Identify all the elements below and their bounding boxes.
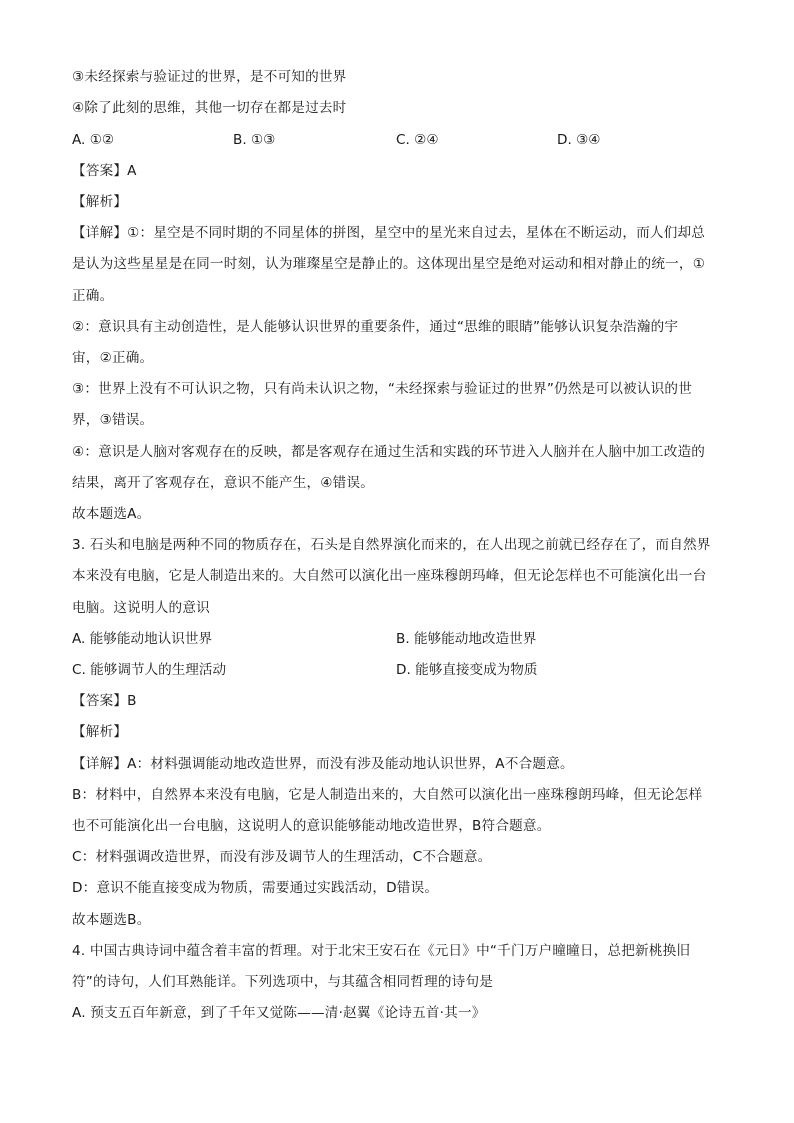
q2-detail-line: ②：意识具有主动创造性，是人能够认识世界的重要条件，通过“思维的眼睛”能够认识复杂浩瀚的宇 bbox=[72, 319, 679, 335]
q4-option-a: A. 预支五百年新意，到了千年又觉陈——清·赵翼《论诗五首·其一》 bbox=[72, 1005, 486, 1021]
q3-option-a: A. 能够能动地认识世界 bbox=[72, 631, 213, 647]
q2-option-c: C. ②④ bbox=[396, 132, 439, 148]
q2-answer: 【答案】A bbox=[72, 163, 137, 179]
q3-detail-line: 【详解】A：材料强调能动地改造世界，而没有涉及能动地认识世界，A不合题意。 bbox=[72, 756, 574, 772]
q4-stem-line: 4. 中国古典诗词中蕴含着丰富的哲理。对于北宋王安石在《元日》中“千门万户曈曈日，总把新桃换旧 bbox=[72, 943, 691, 959]
q2-detail-line: 界，③错误。 bbox=[72, 412, 154, 428]
q2-detail-line: 是认为这些星星是在同一时刻，认为璀璨星空是静止的。这体现出星空是绝对运动和相对静止的统一，① bbox=[72, 256, 706, 272]
q3-option-d: D. 能够直接变成为物质 bbox=[396, 662, 538, 678]
q2-conclusion: 故本题选A。 bbox=[72, 506, 151, 522]
q4-stem-line: 符”的诗句，人们耳熟能详。下列选项中，与其蕴含相同哲理的诗句是 bbox=[72, 974, 494, 990]
q3-stem-line: 3. 石头和电脑是两种不同的物质存在，石头是自然界演化而来的，在人出现之前就已经存在了，而自然界 bbox=[72, 537, 711, 553]
q2-detail-line: ④：意识是人脑对客观存在的反映，都是客观存在通过生活和实践的环节进入人脑并在人脑中加工改造的 bbox=[72, 444, 706, 460]
q2-option-b: B. ①③ bbox=[233, 132, 276, 148]
q2-option-d: D. ③④ bbox=[557, 132, 601, 148]
q2-detail-line: 正确。 bbox=[72, 288, 114, 304]
q3-answer: 【答案】B bbox=[72, 693, 137, 709]
q3-detail-line: 也不可能演化出一台电脑，这说明人的意识能够能动地改造世界，B符合题意。 bbox=[72, 818, 551, 834]
q2-analysis-label: 【解析】 bbox=[72, 194, 128, 210]
q3-detail-line: B：材料中，自然界本来没有电脑，它是人制造出来的，大自然可以演化出一座珠穆朗玛峰，但无论怎样 bbox=[72, 787, 703, 803]
q3-option-c: C. 能够调节人的生理活动 bbox=[72, 662, 227, 678]
q3-conclusion: 故本题选B。 bbox=[72, 912, 151, 928]
q3-stem-line: 本来没有电脑，它是人制造出来的。大自然可以演化出一座珠穆朗玛峰，但无论怎样也不可能演化出一台 bbox=[72, 568, 707, 584]
q3-detail-line: C：材料强调改造世界，而没有涉及调节人的生理活动，C不合题意。 bbox=[72, 849, 492, 865]
q2-statement-3: ③未经探索与验证过的世界，是不可知的世界 bbox=[72, 69, 347, 85]
q2-detail-line: ③：世界上没有不可认识之物，只有尚未认识之物，“未经探索与验证过的世界”仍然是可以被认识的世 bbox=[72, 381, 692, 397]
q2-detail-line: 宙，②正确。 bbox=[72, 350, 154, 366]
q2-statement-4: ④除了此刻的思维，其他一切存在都是过去时 bbox=[72, 100, 347, 116]
q2-detail-line: 结果，离开了客观存在，意识不能产生，④错误。 bbox=[72, 475, 375, 491]
q3-stem-line: 电脑。这说明人的意识 bbox=[72, 600, 210, 616]
q2-option-a: A. ①② bbox=[72, 132, 115, 148]
q3-analysis-label: 【解析】 bbox=[72, 724, 128, 740]
q3-option-b: B. 能够能动地改造世界 bbox=[396, 631, 537, 647]
q3-detail-line: D：意识不能直接变成为物质，需要通过实践活动，D错误。 bbox=[72, 880, 439, 896]
q2-detail-line: 【详解】①：星空是不同时期的不同星体的拼图，星空中的星光来自过去，星体在不断运动，而人们却总 bbox=[72, 225, 706, 241]
